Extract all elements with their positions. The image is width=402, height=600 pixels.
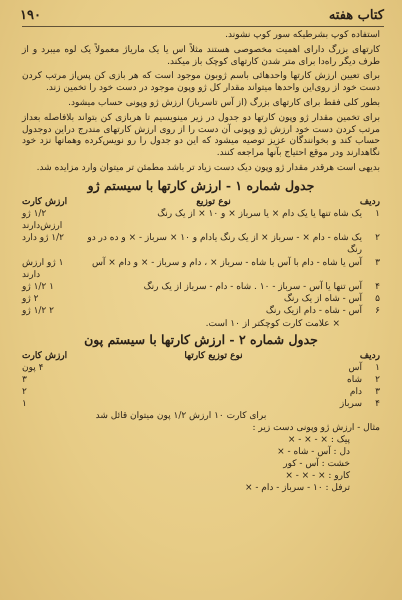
paragraph: کارتهای بزرگ دارای اهمیت مخصوصی هستند مثلاً اس یا یک ماریاژ معمولاً یک لوه میبرد و از طرف دیگر راه‌دا برای متر شدن کارتهای کوچک باز میکند.	[22, 44, 380, 67]
col-row: ردیف	[359, 196, 380, 207]
row-text: آس	[348, 362, 362, 373]
paragraph: برای تخمین مقدار ژو وپون کارتها دو جدول در زیر مینویسیم تا هربازی کن بتواند بلافاصله بعداز مرتب کردن دست خود ارزش ژو وپونی آن دست را از روی ارزش کارتهای مندرج دراین دوجدول حساب کند و بخوانندگان عزیز توصیه میشود که این دو جدول را رو نویس‌کرده وهمانها نزد خود نگاهدارند ودر موقع احتیاج بآنها مراجعه کنند.	[22, 112, 380, 159]
row-text: آس - شاه از یک رنگ	[283, 294, 362, 305]
row-value: ۲ ژو	[22, 294, 39, 305]
example-line: ترفل : ۱۰ - سرباز - دام - ×	[244, 483, 350, 494]
table1-title: جدول شماره ۱ - ارزش کارتها با سیستم ژو	[87, 177, 315, 193]
row-number: ۵	[375, 294, 380, 305]
col-value: ارزش کارت	[22, 196, 68, 207]
paragraph: برای تعیین ارزش کارتها واحدهائی باسم ژوبون موجود است که هر بازی کن پس‌از مرتب کردن دست خود از روی‌این واحد‌ها میتواند مقدار کل ژو وپون موجود در دست خود را تخمین زند.	[22, 71, 380, 94]
row-value: ۲ ۱/۲ ژو	[22, 306, 54, 317]
page-number: ۱۹۰	[20, 7, 41, 23]
paragraph: استفاده کوپ بشرطیکه سور کوپ نشوند.	[225, 30, 380, 40]
row-number: ۴	[375, 399, 380, 410]
row-text: یک شاه - دام × - سرباز × از یک رنگ یادام و ۱۰ × سرباز - × و ده در دو رنگ	[87, 233, 362, 256]
example-line: پیک : × - × - ×	[287, 435, 350, 446]
table-row	[22, 305, 380, 317]
table2-header	[22, 350, 380, 362]
table-row	[22, 398, 380, 410]
table2-title: جدول شماره ۲ - ارزش کارتها با سیستم پون	[84, 331, 318, 347]
col-row: ردیف	[359, 350, 380, 361]
row-value: ۱/۲ ژو ارزش‌دارند	[22, 208, 63, 231]
row-text: آس یا شاه - دام با آس با شاه - سرباز × ، دام و سرباز - × و دام × آس	[91, 257, 362, 268]
row-number: ۶	[375, 306, 380, 317]
row-number: ۱	[375, 362, 380, 373]
row-value: ۱/۲ ژو دارد	[22, 233, 64, 244]
row-value: ۴ پون	[22, 362, 44, 373]
table-row	[22, 208, 380, 232]
table1-header	[22, 196, 380, 208]
row-value: ۱	[22, 399, 27, 410]
example-intro: مثال - ارزش ژو وپونی دست زیر :	[252, 423, 380, 434]
row-text: دام	[349, 387, 362, 397]
row-value: ۱ ۱/۲ ژو	[22, 281, 54, 292]
row-text: سرباز	[339, 399, 362, 410]
example-line: خشت : آس - کور	[283, 459, 350, 470]
paragraph: بدیهی است هرقدر مقدار ژو وپون دیک دست زیاد تر باشد مطمئن تر میتوان وارد مزایده شد.	[36, 162, 380, 173]
page-content	[22, 30, 380, 494]
col-value: ارزش کارت	[22, 350, 68, 361]
table-row	[22, 374, 380, 386]
table-row	[22, 257, 380, 281]
table2-note: برای کارت ۱۰ ارزش ۱/۲ پون میتوان قائل شد	[95, 411, 267, 422]
row-text: آس تنها یا آس - سرباز - ۱۰ . شاه - دام - سرباز از یک رنگ	[143, 281, 362, 292]
table-row	[22, 281, 380, 293]
book-title: کتاب هفته	[328, 7, 384, 23]
row-number: ۲	[375, 374, 380, 385]
col-distribution: نوع توزیع کارتها	[184, 350, 243, 361]
row-number: ۴	[375, 281, 380, 292]
row-text: یک شاه تنها یا یک دام × یا سرباز × و ۱۰ × از یک رنگ	[157, 208, 362, 219]
table-row	[22, 386, 380, 398]
table-row	[22, 293, 380, 305]
row-number: ۳	[375, 387, 380, 397]
row-value: ۱ ژو ارزش دارند	[22, 257, 64, 280]
table-row	[22, 232, 380, 256]
row-value: ۲	[22, 387, 27, 397]
paragraph: بطور کلی فقط برای کارتهای بزرگ (از آس تاسرباز) ارزش ژو وپونی حساب میشود.	[68, 97, 380, 108]
table-row	[22, 362, 380, 374]
page-header	[20, 6, 384, 24]
example-line: دل : آس - شاه - ×	[277, 447, 350, 458]
row-text: شاه	[347, 374, 362, 385]
col-distribution: نوع توزیع	[196, 196, 231, 207]
row-number: ۱	[375, 208, 380, 219]
row-value: ۳	[22, 374, 27, 385]
example-line: کارو : × - × - ×	[285, 471, 350, 482]
header-rule	[22, 26, 384, 27]
row-text: آس - شاه - دام ازیک رنگ	[265, 306, 362, 317]
row-number: ۲	[375, 233, 380, 244]
row-number: ۳	[375, 257, 380, 268]
table1-note: × علامت کارت کوچکتر از ۱۰ است.	[205, 318, 340, 329]
